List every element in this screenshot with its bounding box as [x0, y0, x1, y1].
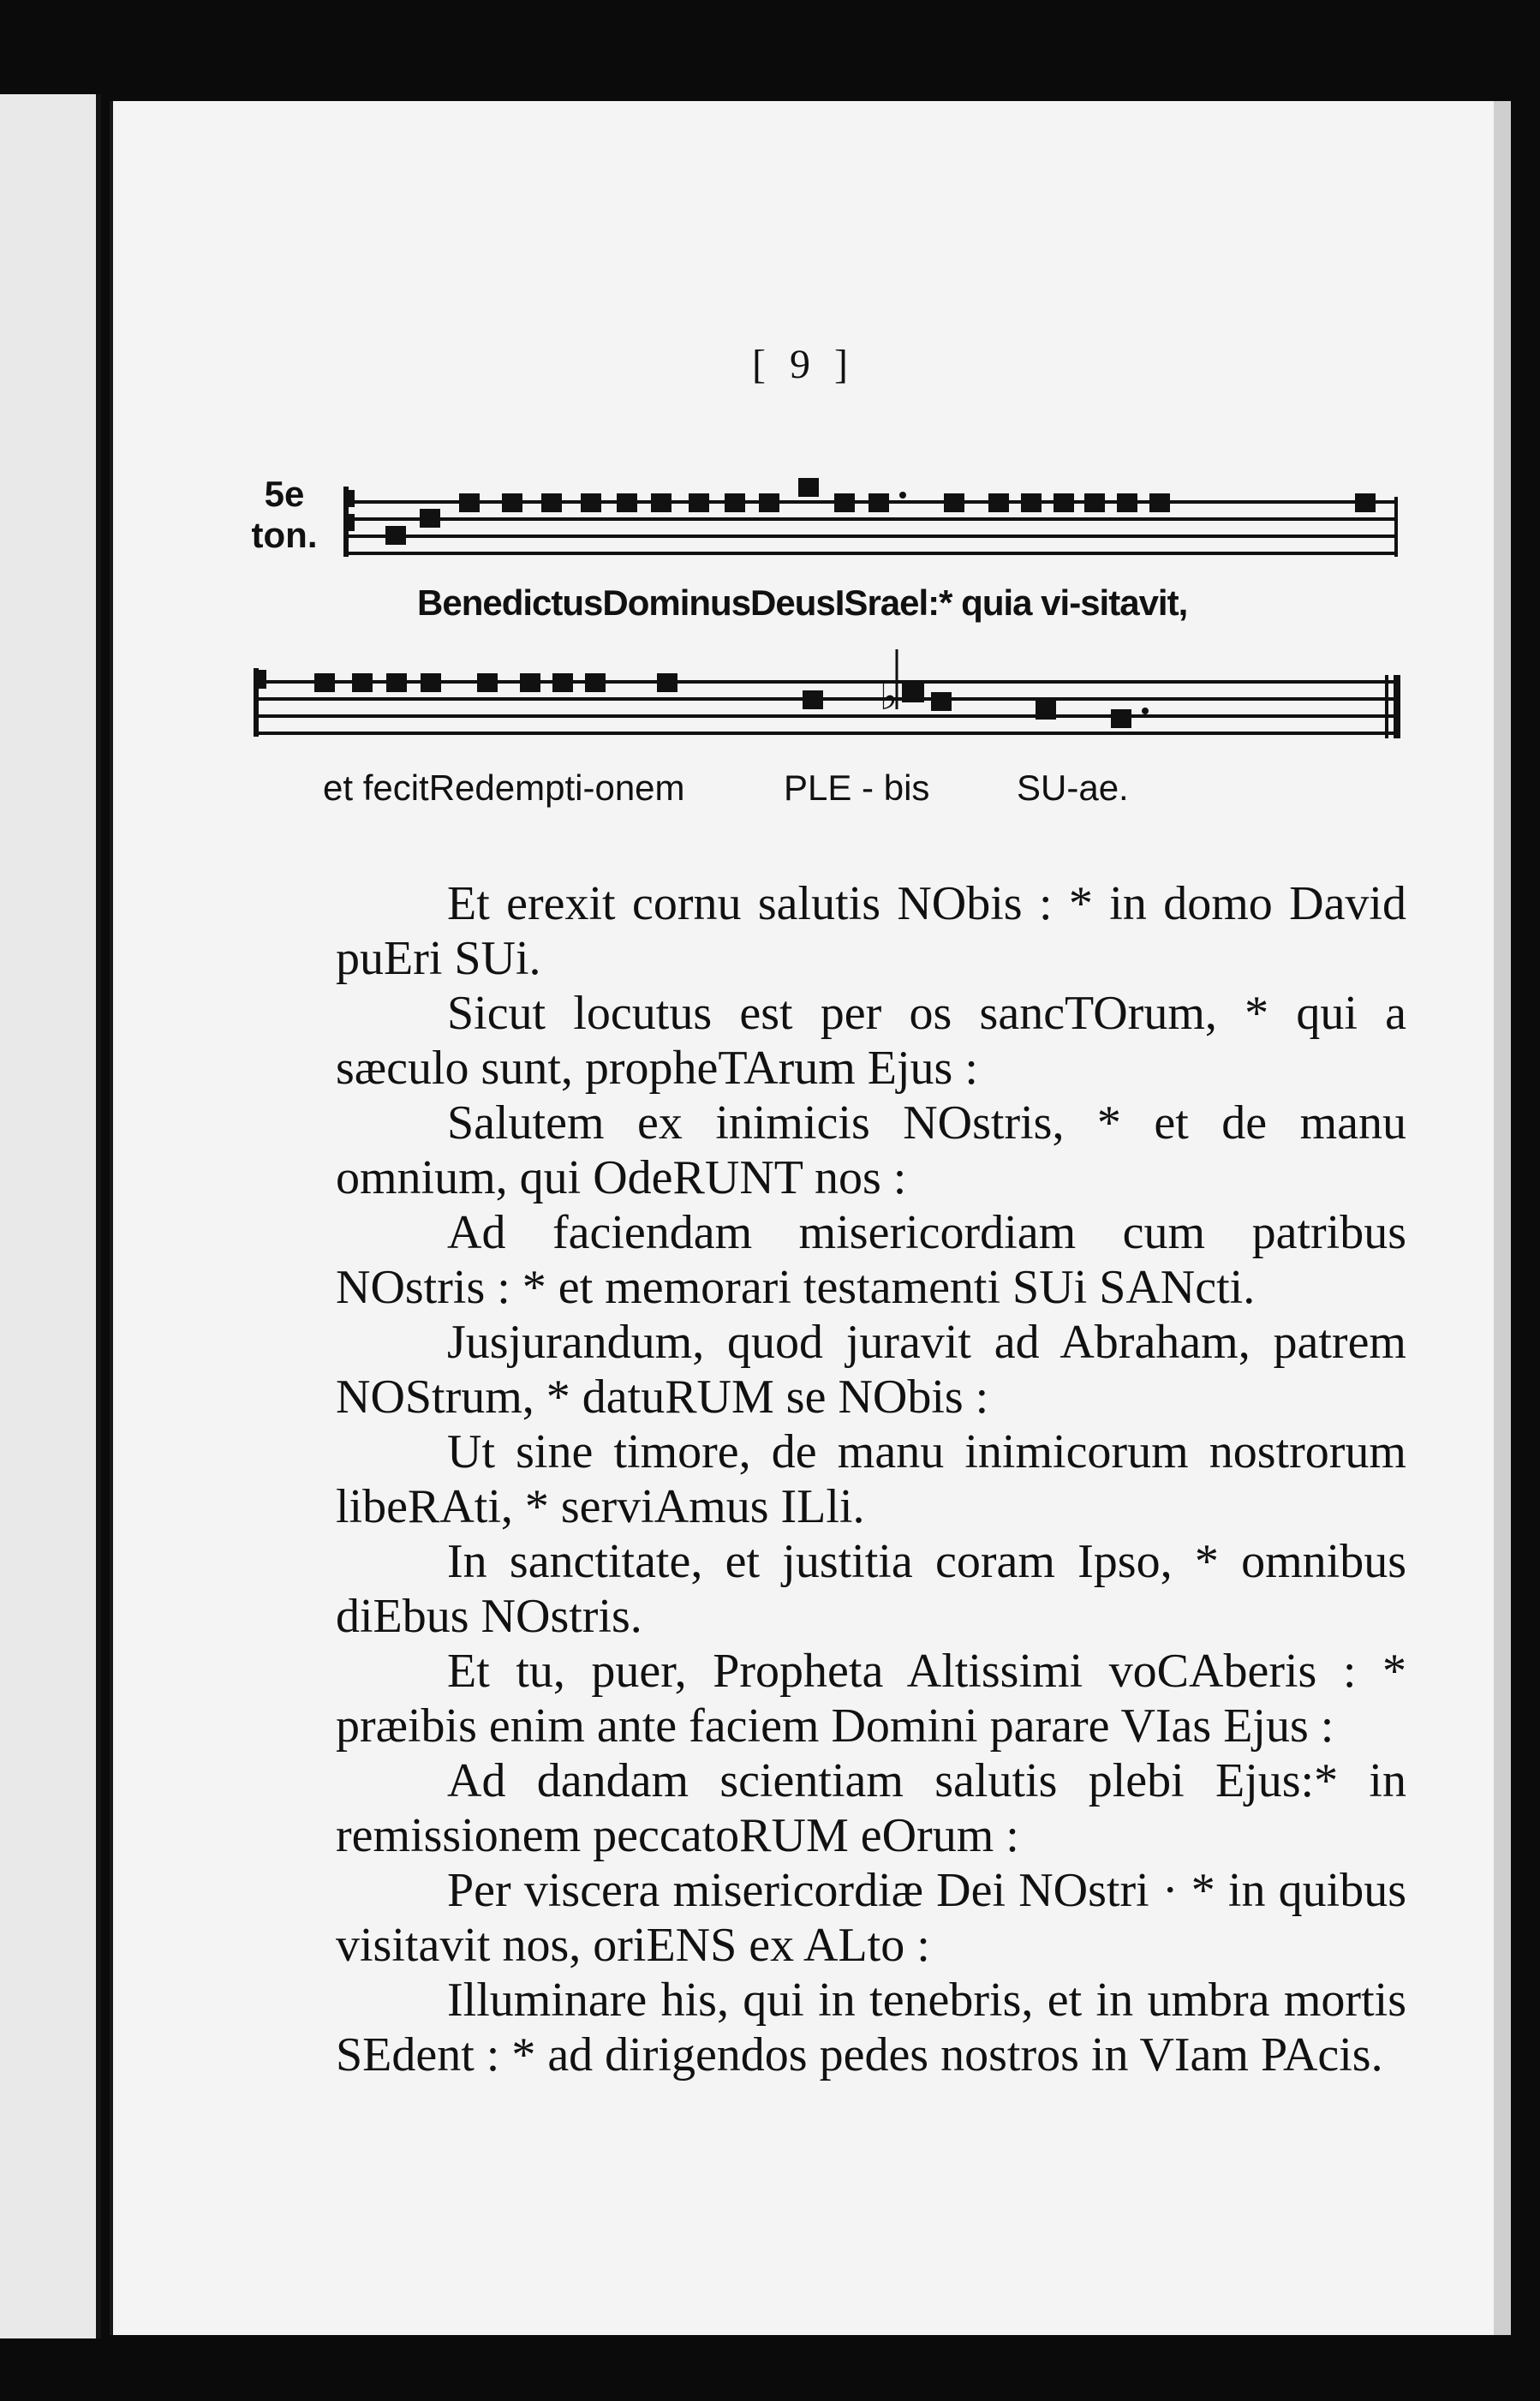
verse-paragraph: Ut sine timore, de manu inimicorum nostrorum libeRAti, * serviAmus ILli. — [336, 1425, 1406, 1533]
verse-paragraph: Illuminare his, qui in tenebris, et in umbra mortis SEdent : * ad dirigendos pedes nostros in VIam PAcis. — [336, 1974, 1406, 2081]
mode-label-ton: ton. — [251, 515, 318, 555]
verse-paragraph: Sicut locutus est per os sancTOrum, * qui a sæculo sunt, propheTArum Ejus : — [336, 987, 1406, 1095]
verse-paragraph: Ad dandam scientiam salutis plebi Ejus:* in remissionem peccatoRUM eOrum : — [336, 1754, 1406, 1862]
verse-paragraph: Salutem ex inimicis NOstris, * et de manu omnium, qui OdeRUNT nos : — [336, 1096, 1406, 1204]
verse-paragraph: Ad faciendam misericordiam cum patribus NOstris : * et memorari testamenti SUi SANcti. — [336, 1206, 1406, 1314]
facing-page-edge — [0, 94, 101, 2338]
mode-label — [246, 474, 323, 556]
verse-paragraph: Per viscera misericordiæ Dei NOstri · * in quibus visitavit nos, oriENS ex ALto : — [336, 1864, 1406, 1972]
verse-paragraph: Et erexit cornu salutis NObis : * in domo David puEri SUi. — [336, 877, 1406, 985]
verse-paragraph: Jusjurandum, quod juravit ad Abraham, patrem NOStrum, * datuRUM se NObis : — [336, 1316, 1406, 1424]
chant-lyrics-line-2-part-3: SU-ae. — [1017, 767, 1129, 808]
verse-paragraph: In sanctitate, et justitia coram Ipso, * omnibus diEbus NOstris. — [336, 1535, 1406, 1643]
psalm-verses — [336, 876, 1406, 2082]
book-page — [110, 101, 1494, 2335]
chant-staff-1 — [344, 478, 1398, 564]
chant-lyrics-line-1: BenedictusDominusDeusISrael:* quia vi-sitavit, — [417, 582, 1188, 623]
mode-label-number: 5e — [264, 474, 305, 514]
chant-lyrics-line-2-part-1: et fecitRedempti-onem — [323, 767, 685, 808]
chant-lyrics-line-2-part-2: PLE - bis — [784, 767, 930, 808]
chant-staff-2 — [254, 649, 1402, 752]
svg-text:♭: ♭ — [880, 675, 898, 719]
page-number: [ 9 ] — [752, 342, 855, 387]
verse-paragraph: Et tu, puer, Propheta Altissimi voCAberis : * præibis enim ante faciem Domini parare VIas Ejus : — [336, 1645, 1406, 1753]
